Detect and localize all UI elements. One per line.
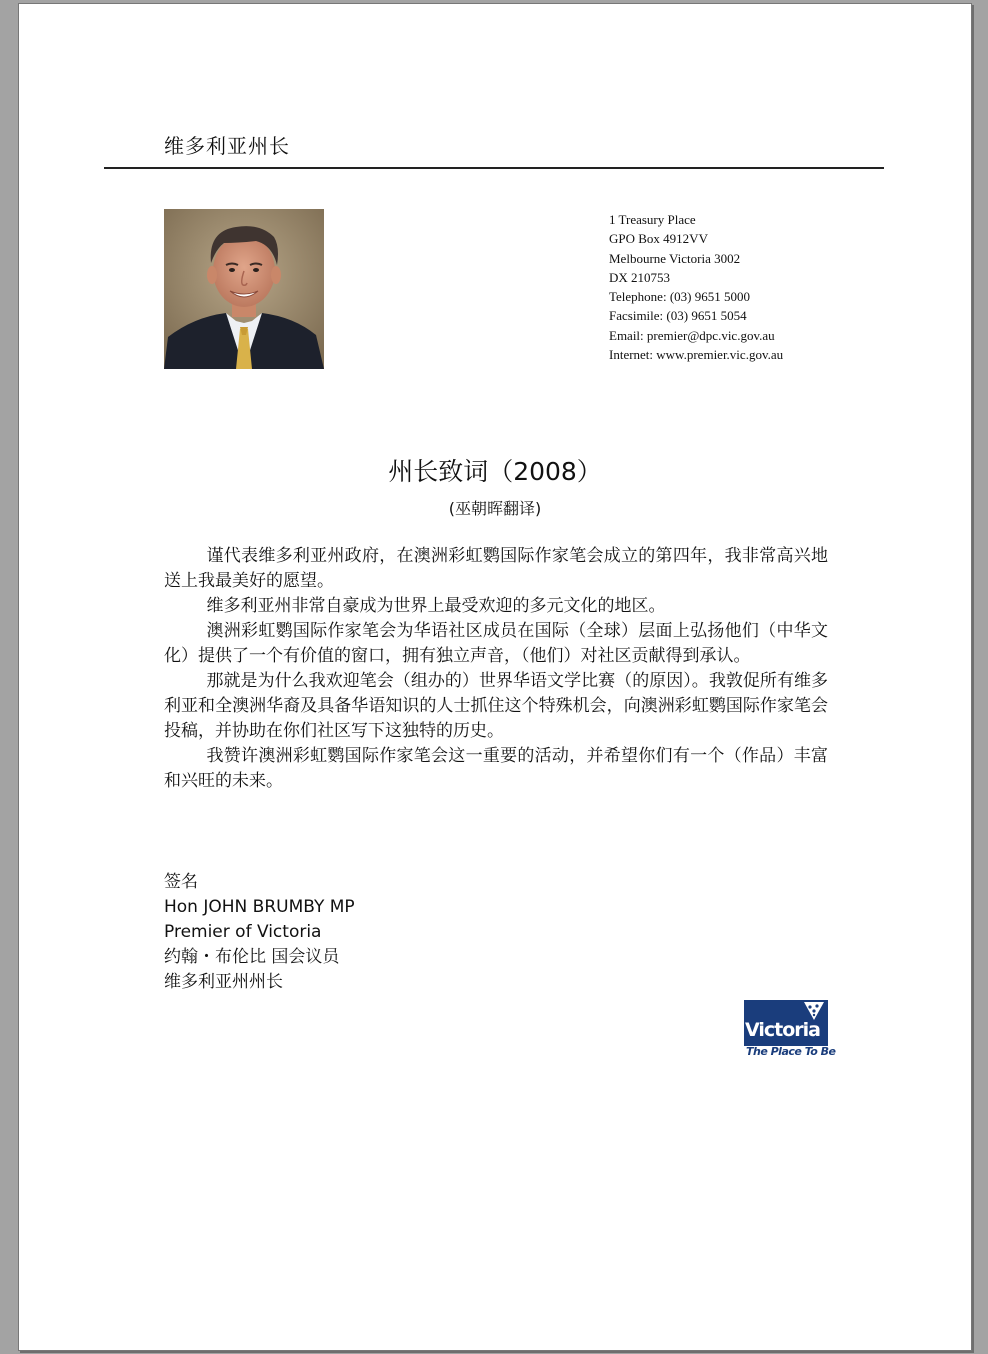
address-line: GPO Box 4912VV — [609, 231, 708, 247]
internet-line: Internet: www.premier.vic.gov.au — [609, 347, 784, 363]
signatory-name-en: Hon JOHN BRUMBY MP — [164, 897, 355, 917]
body-paragraph: 那就是为什么我欢迎笔会（组办的）世界华语文学比赛（的原因）。我敦促所有维多利亚和全澳洲华裔及具备华语知识的人士抓住这个特殊机会，向澳洲彩虹鹦国际作家笔会投稿，并协助在你们社区写下这独特的历史。 — [164, 671, 828, 741]
signatory-position-en: Premier of Victoria — [164, 922, 322, 942]
body-paragraph: 我赞许澳洲彩虹鹦国际作家笔会这一重要的活动，并希望你们有一个（作品）丰富和兴旺的未来。 — [164, 746, 828, 791]
signed-label: 签名 — [164, 872, 198, 892]
premier-portrait-photo — [164, 209, 324, 369]
letter-body — [164, 544, 828, 794]
address-line: Melbourne Victoria 3002 — [609, 250, 741, 266]
body-paragraph: 谨代表维多利亚州政府，在澳洲彩虹鹦国际作家笔会成立的第四年，我非常高兴地送上我最美好的愿望。 — [164, 546, 828, 591]
victoria-logo — [744, 1000, 836, 1062]
email-line: Email: premier@dpc.vic.gov.au — [609, 327, 775, 343]
document-title: 州长致词（2008） — [388, 457, 602, 486]
document-subtitle: (巫朝晖翻译) — [448, 499, 542, 518]
header-rule — [104, 167, 884, 169]
letterhead-title: 维多利亚州长 — [164, 134, 290, 158]
victoria-logo-tagline: The Place To Be — [746, 1045, 836, 1058]
signatory-position-zh: 维多利亚州州长 — [164, 972, 283, 992]
victoria-logo-box — [744, 1000, 828, 1046]
body-paragraph: 澳洲彩虹鹦国际作家笔会为华语社区成员在国际（全球）层面上弘扬他们（中华文化）提供了一个有价值的窗口，拥有独立声音，（他们）对社区贡献得到承认。 — [164, 621, 828, 666]
contact-address-block — [609, 210, 783, 364]
body-paragraph: 维多利亚州非常自豪成为世界上最受欢迎的多元文化的地区。 — [206, 596, 666, 616]
telephone-line: Telephone: (03) 9651 5000 — [609, 289, 750, 305]
signatory-name-zh: 约翰・布伦比 国会议员 — [164, 947, 340, 967]
address-line: 1 Treasury Place — [609, 212, 696, 227]
portrait-illustration — [164, 209, 324, 369]
document-page — [18, 3, 972, 1351]
facsimile-line: Facsimile: (03) 9651 5054 — [609, 308, 747, 324]
victoria-logo-wordmark: Victoria — [745, 1019, 820, 1041]
address-line: DX 210753 — [609, 269, 671, 285]
signature-block — [164, 870, 355, 995]
